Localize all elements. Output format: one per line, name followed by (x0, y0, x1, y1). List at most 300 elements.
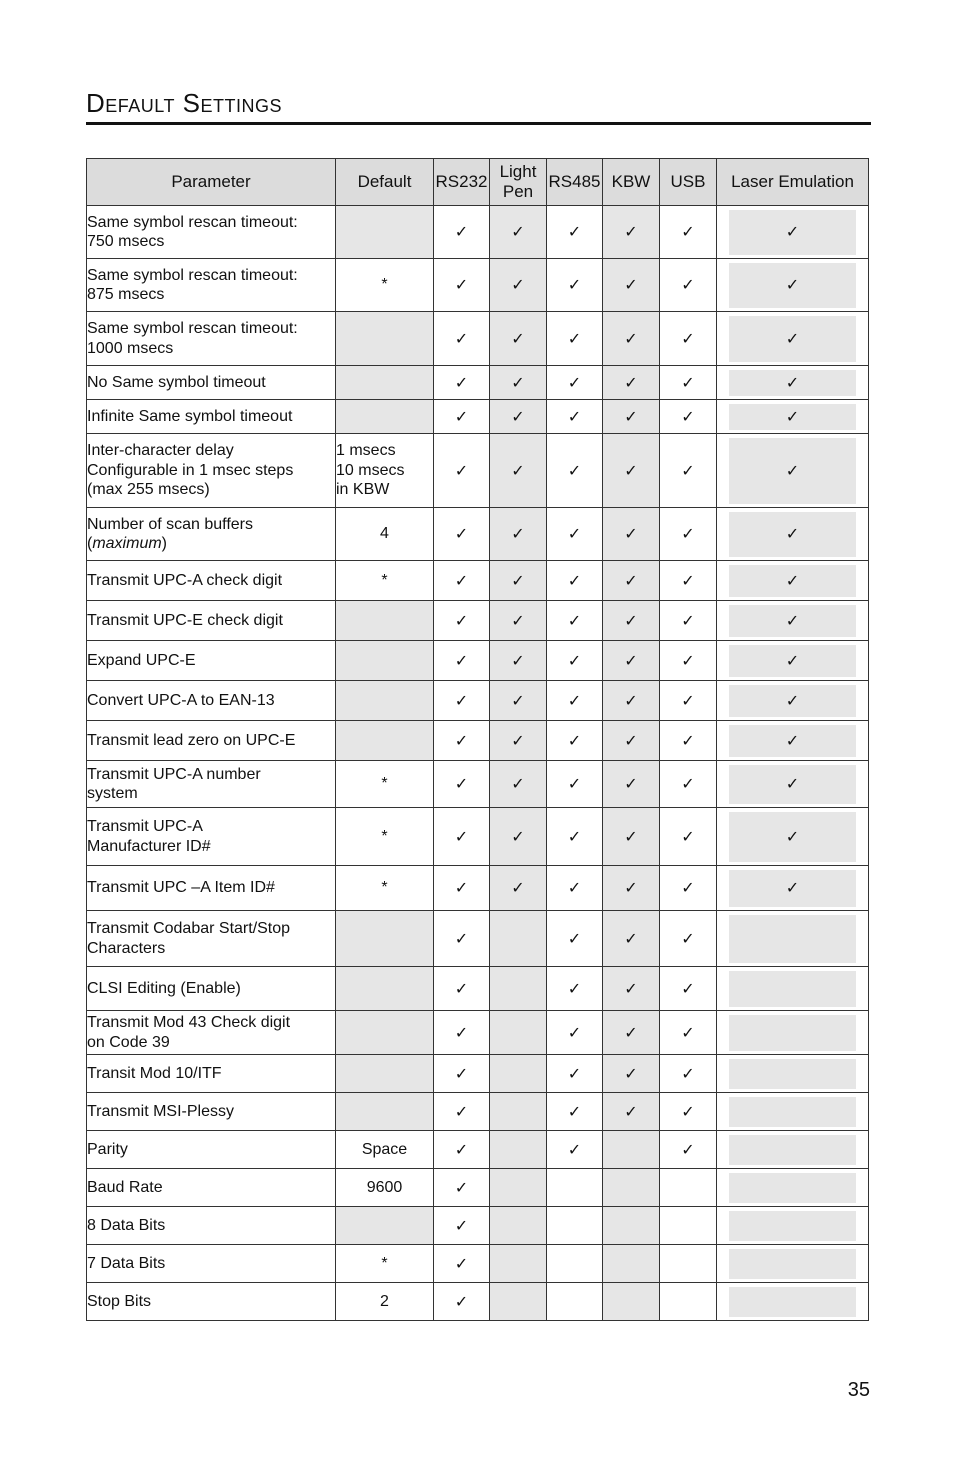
cell-laser-emulation (717, 434, 869, 508)
parameter-cell (87, 1245, 336, 1283)
cell-rs485 (547, 1093, 603, 1131)
check-icon: ✓ (681, 460, 695, 480)
table-row (87, 1245, 869, 1283)
cell-kbw (603, 206, 660, 259)
table-row (87, 761, 869, 808)
check-icon: ✓ (511, 610, 525, 630)
cell-rs485 (547, 1283, 603, 1321)
check-icon: ✓ (567, 1101, 582, 1121)
cell-kbw (603, 434, 660, 508)
cell-laser-emulation (717, 967, 869, 1011)
parameter-cell (87, 434, 336, 508)
check-icon: ✓ (454, 275, 469, 295)
parameter-cell (87, 312, 336, 366)
cell-kbw (603, 1093, 660, 1131)
page-number: 35 (847, 1379, 870, 1401)
laser-cell-panel (729, 915, 856, 963)
check-icon: ✓ (567, 878, 582, 898)
parameter-cell (87, 866, 336, 911)
parameter-cell (87, 1011, 336, 1055)
cell-usb (660, 1245, 717, 1283)
cell-laser-emulation (717, 1011, 869, 1055)
cell-rs232 (434, 1011, 490, 1055)
cell-usb (660, 1055, 717, 1093)
check-icon: ✓ (511, 826, 525, 846)
check-icon: ✓ (567, 372, 582, 392)
cell-rs485 (547, 206, 603, 259)
cell-light-pen (490, 561, 547, 601)
table-row (87, 1055, 869, 1093)
laser-cell-panel (729, 438, 856, 504)
parameter-label: Same symbol rescan timeout: 1000 msecs (87, 320, 298, 357)
parameter-cell (87, 808, 336, 866)
cell-rs232 (434, 1131, 490, 1169)
cell-rs485 (547, 561, 603, 601)
cell-kbw (603, 761, 660, 808)
check-icon: ✓ (454, 1022, 469, 1042)
table-row (87, 967, 869, 1011)
check-icon: ✓ (454, 372, 469, 392)
header-light-pen (490, 159, 547, 206)
table-row (87, 721, 869, 761)
parameter-label: Transmit UPC-A check digit (87, 571, 283, 589)
cell-rs485 (547, 1169, 603, 1207)
check-icon: ✓ (454, 1215, 469, 1235)
check-icon: ✓ (624, 1022, 638, 1042)
check-icon: ✓ (681, 774, 695, 794)
cell-light-pen (490, 434, 547, 508)
default-value: * (381, 276, 388, 294)
check-icon: ✓ (567, 1139, 582, 1159)
cell-kbw (603, 681, 660, 721)
cell-kbw (603, 866, 660, 911)
cell-rs485 (547, 967, 603, 1011)
laser-cell-panel (729, 210, 856, 255)
check-icon: ✓ (681, 328, 695, 348)
parameter-cell (87, 681, 336, 721)
cell-kbw (603, 1131, 660, 1169)
parameter-cell (87, 911, 336, 967)
cell-light-pen (490, 911, 547, 967)
laser-cell-panel (729, 645, 856, 677)
cell-rs232 (434, 721, 490, 761)
cell-laser-emulation (717, 561, 869, 601)
default-cell (336, 761, 434, 808)
parameter-label: Transmit Codabar Start/Stop Characters (87, 920, 291, 957)
cell-rs232 (434, 1055, 490, 1093)
cell-usb (660, 1283, 717, 1321)
default-cell (336, 1207, 434, 1245)
default-cell (336, 1093, 434, 1131)
page-title: Default Settings (86, 86, 871, 125)
check-icon: ✓ (567, 650, 582, 670)
cell-light-pen (490, 601, 547, 641)
cell-kbw (603, 366, 660, 400)
parameter-label: Number of scan buffers (maximum) (87, 515, 254, 552)
check-icon: ✓ (567, 730, 582, 750)
check-icon: ✓ (681, 1101, 695, 1121)
default-cell (336, 1245, 434, 1283)
parameter-cell (87, 508, 336, 561)
cell-usb (660, 434, 717, 508)
laser-cell-panel (729, 971, 856, 1007)
cell-rs485 (547, 366, 603, 400)
cell-kbw (603, 312, 660, 366)
check-icon: ✓ (511, 406, 525, 426)
parameter-label: Transmit UPC-A Manufacturer ID# (87, 818, 211, 855)
table-row (87, 641, 869, 681)
cell-light-pen (490, 1093, 547, 1131)
default-cell (336, 601, 434, 641)
check-icon: ✓ (785, 610, 800, 630)
cell-rs232 (434, 206, 490, 259)
check-icon: ✓ (624, 372, 638, 392)
cell-rs485 (547, 1011, 603, 1055)
cell-rs232 (434, 761, 490, 808)
table-row (87, 1283, 869, 1321)
check-icon: ✓ (567, 524, 582, 544)
cell-light-pen (490, 721, 547, 761)
cell-light-pen (490, 206, 547, 259)
cell-usb (660, 1011, 717, 1055)
parameter-label: No Same symbol timeout (87, 373, 266, 391)
table-row (87, 312, 869, 366)
cell-rs232 (434, 681, 490, 721)
table-row (87, 681, 869, 721)
parameter-label: Transmit UPC-A number system (87, 765, 261, 802)
check-icon: ✓ (567, 406, 582, 426)
cell-light-pen (490, 312, 547, 366)
parameter-cell (87, 1169, 336, 1207)
cell-usb (660, 206, 717, 259)
cell-usb (660, 508, 717, 561)
default-cell (336, 400, 434, 434)
laser-cell-panel (729, 565, 856, 597)
cell-rs485 (547, 808, 603, 866)
check-icon: ✓ (624, 275, 638, 295)
check-icon: ✓ (681, 610, 695, 630)
check-icon: ✓ (454, 460, 469, 480)
laser-cell-panel (729, 1211, 856, 1241)
cell-light-pen (490, 400, 547, 434)
check-icon: ✓ (567, 460, 582, 480)
default-cell (336, 1283, 434, 1321)
parameter-label: Parity (87, 1140, 128, 1158)
cell-light-pen (490, 967, 547, 1011)
table-row (87, 366, 869, 400)
cell-kbw (603, 508, 660, 561)
cell-laser-emulation (717, 681, 869, 721)
cell-rs485 (547, 259, 603, 312)
header-laser-emulation: Laser Emulation (717, 159, 869, 206)
cell-laser-emulation (717, 866, 869, 911)
parameter-label: Inter-character delay Configurable in 1 msec steps (max 255 msecs) (87, 442, 294, 499)
check-icon: ✓ (681, 1022, 695, 1042)
check-icon: ✓ (624, 928, 638, 948)
cell-light-pen (490, 1283, 547, 1321)
cell-rs232 (434, 911, 490, 967)
cell-rs485 (547, 1245, 603, 1283)
header-kbw: KBW (603, 159, 660, 206)
check-icon: ✓ (785, 524, 800, 544)
check-icon: ✓ (454, 1139, 469, 1159)
default-value: * (381, 1254, 388, 1272)
cell-rs232 (434, 1283, 490, 1321)
laser-cell-panel (729, 1059, 856, 1089)
cell-rs232 (434, 866, 490, 911)
cell-light-pen (490, 641, 547, 681)
cell-laser-emulation (717, 1283, 869, 1321)
cell-rs232 (434, 1245, 490, 1283)
cell-rs485 (547, 1207, 603, 1245)
check-icon: ✓ (681, 878, 695, 898)
cell-light-pen (490, 866, 547, 911)
cell-kbw (603, 641, 660, 681)
check-icon: ✓ (511, 328, 525, 348)
parameter-cell (87, 561, 336, 601)
check-icon: ✓ (681, 222, 695, 242)
default-cell (336, 967, 434, 1011)
cell-usb (660, 1207, 717, 1245)
cell-rs232 (434, 1207, 490, 1245)
table-row (87, 400, 869, 434)
parameter-cell (87, 206, 336, 259)
check-icon: ✓ (785, 328, 800, 348)
parameter-label: Transmit UPC-E check digit (87, 611, 283, 629)
default-value: 9600 (366, 1178, 403, 1196)
check-icon: ✓ (567, 1063, 582, 1083)
cell-rs485 (547, 721, 603, 761)
cell-light-pen (490, 1131, 547, 1169)
table-row (87, 206, 869, 259)
parameter-label: Transit Mod 10/ITF (87, 1064, 222, 1082)
parameter-label: Same symbol rescan timeout: 875 msecs (87, 266, 298, 303)
laser-cell-panel (729, 512, 856, 557)
cell-kbw (603, 259, 660, 312)
default-cell (336, 206, 434, 259)
cell-laser-emulation (717, 366, 869, 400)
cell-usb (660, 911, 717, 967)
table-row (87, 434, 869, 508)
check-icon: ✓ (567, 826, 582, 846)
cell-rs232 (434, 400, 490, 434)
check-icon: ✓ (785, 650, 800, 670)
check-icon: ✓ (511, 460, 525, 480)
check-icon: ✓ (454, 650, 469, 670)
default-cell (336, 259, 434, 312)
check-icon: ✓ (785, 690, 800, 710)
check-icon: ✓ (785, 774, 800, 794)
table-row (87, 1207, 869, 1245)
default-cell (336, 312, 434, 366)
default-value: * (381, 571, 388, 589)
cell-rs232 (434, 967, 490, 1011)
parameter-label: Transmit lead zero on UPC-E (87, 731, 296, 749)
cell-laser-emulation (717, 1131, 869, 1169)
default-value: 1 msecs 10 msecs in KBW (336, 442, 405, 499)
cell-kbw (603, 1245, 660, 1283)
cell-usb (660, 312, 717, 366)
check-icon: ✓ (511, 524, 525, 544)
cell-rs485 (547, 1055, 603, 1093)
check-icon: ✓ (624, 406, 638, 426)
cell-kbw (603, 721, 660, 761)
cell-rs485 (547, 434, 603, 508)
parameter-label: Baud Rate (87, 1178, 163, 1196)
check-icon: ✓ (785, 372, 800, 392)
check-icon: ✓ (511, 570, 525, 590)
cell-rs485 (547, 911, 603, 967)
check-icon: ✓ (624, 730, 638, 750)
laser-cell-panel (729, 370, 856, 396)
cell-laser-emulation (717, 312, 869, 366)
check-icon: ✓ (785, 222, 800, 242)
check-icon: ✓ (567, 610, 582, 630)
check-icon: ✓ (624, 610, 638, 630)
cell-rs232 (434, 641, 490, 681)
table-row (87, 1093, 869, 1131)
check-icon: ✓ (454, 690, 469, 710)
default-cell (336, 1169, 434, 1207)
default-cell (336, 434, 434, 508)
header-row (87, 159, 869, 206)
cell-usb (660, 808, 717, 866)
cell-kbw (603, 911, 660, 967)
parameter-label: Transmit UPC –A Item ID# (87, 879, 275, 897)
cell-rs485 (547, 761, 603, 808)
parameter-cell (87, 1055, 336, 1093)
check-icon: ✓ (454, 978, 469, 998)
check-icon: ✓ (785, 460, 800, 480)
parameter-cell (87, 761, 336, 808)
parameter-label: 8 Data Bits (87, 1216, 166, 1234)
check-icon: ✓ (454, 1253, 469, 1273)
cell-usb (660, 721, 717, 761)
parameter-label: Stop Bits (87, 1292, 152, 1310)
table-row (87, 561, 869, 601)
cell-usb (660, 1169, 717, 1207)
cell-light-pen (490, 761, 547, 808)
cell-laser-emulation (717, 400, 869, 434)
cell-rs485 (547, 601, 603, 641)
check-icon: ✓ (454, 610, 469, 630)
cell-usb (660, 761, 717, 808)
check-icon: ✓ (454, 730, 469, 750)
cell-rs232 (434, 601, 490, 641)
cell-laser-emulation (717, 911, 869, 967)
check-icon: ✓ (681, 690, 695, 710)
cell-usb (660, 967, 717, 1011)
default-value: * (381, 827, 388, 845)
check-icon: ✓ (681, 730, 695, 750)
default-value: Space (361, 1140, 408, 1158)
check-icon: ✓ (624, 774, 638, 794)
check-icon: ✓ (624, 328, 638, 348)
parameter-cell (87, 1283, 336, 1321)
check-icon: ✓ (785, 826, 800, 846)
check-icon: ✓ (511, 730, 525, 750)
cell-rs232 (434, 312, 490, 366)
check-icon: ✓ (681, 275, 695, 295)
check-icon: ✓ (681, 826, 695, 846)
default-cell (336, 641, 434, 681)
cell-light-pen (490, 259, 547, 312)
check-icon: ✓ (511, 372, 525, 392)
parameter-cell (87, 601, 336, 641)
cell-laser-emulation (717, 1055, 869, 1093)
laser-cell-panel (729, 605, 856, 637)
cell-laser-emulation (717, 1169, 869, 1207)
check-icon: ✓ (567, 690, 582, 710)
check-icon: ✓ (681, 978, 695, 998)
check-icon: ✓ (785, 570, 800, 590)
cell-laser-emulation (717, 1245, 869, 1283)
parameter-cell (87, 721, 336, 761)
check-icon: ✓ (567, 570, 582, 590)
cell-rs232 (434, 808, 490, 866)
cell-laser-emulation (717, 508, 869, 561)
parameter-label: 7 Data Bits (87, 1254, 166, 1272)
table-row (87, 508, 869, 561)
parameter-cell (87, 1131, 336, 1169)
check-icon: ✓ (511, 275, 525, 295)
cell-usb (660, 561, 717, 601)
cell-rs232 (434, 561, 490, 601)
check-icon: ✓ (454, 222, 469, 242)
header-parameter: Parameter (87, 159, 336, 206)
cell-rs232 (434, 259, 490, 312)
header-usb: USB (660, 159, 717, 206)
table-body (87, 206, 869, 1321)
header-rs485: RS485 (547, 159, 603, 206)
cell-laser-emulation (717, 1093, 869, 1131)
cell-light-pen (490, 808, 547, 866)
cell-usb (660, 601, 717, 641)
default-value: * (381, 775, 388, 793)
check-icon: ✓ (785, 730, 800, 750)
check-icon: ✓ (681, 372, 695, 392)
cell-light-pen (490, 1245, 547, 1283)
parameter-label: Transmit Mod 43 Check digit on Code 39 (87, 1014, 291, 1051)
cell-light-pen (490, 1055, 547, 1093)
laser-cell-panel (729, 404, 856, 430)
cell-kbw (603, 400, 660, 434)
check-icon: ✓ (454, 774, 469, 794)
check-icon: ✓ (624, 1101, 638, 1121)
check-icon: ✓ (567, 328, 582, 348)
cell-rs485 (547, 508, 603, 561)
check-icon: ✓ (454, 826, 469, 846)
cell-light-pen (490, 508, 547, 561)
check-icon: ✓ (454, 328, 469, 348)
parameter-cell (87, 400, 336, 434)
laser-cell-panel (729, 1249, 856, 1279)
cell-laser-emulation (717, 1207, 869, 1245)
cell-laser-emulation (717, 601, 869, 641)
cell-laser-emulation (717, 259, 869, 312)
table-row (87, 259, 869, 312)
header-default: Default (336, 159, 434, 206)
laser-cell-panel (729, 812, 856, 862)
laser-cell-panel (729, 765, 856, 804)
cell-laser-emulation (717, 808, 869, 866)
check-icon: ✓ (454, 406, 469, 426)
cell-usb (660, 1093, 717, 1131)
check-icon: ✓ (454, 1063, 469, 1083)
check-icon: ✓ (511, 878, 525, 898)
cell-light-pen (490, 366, 547, 400)
check-icon: ✓ (624, 570, 638, 590)
